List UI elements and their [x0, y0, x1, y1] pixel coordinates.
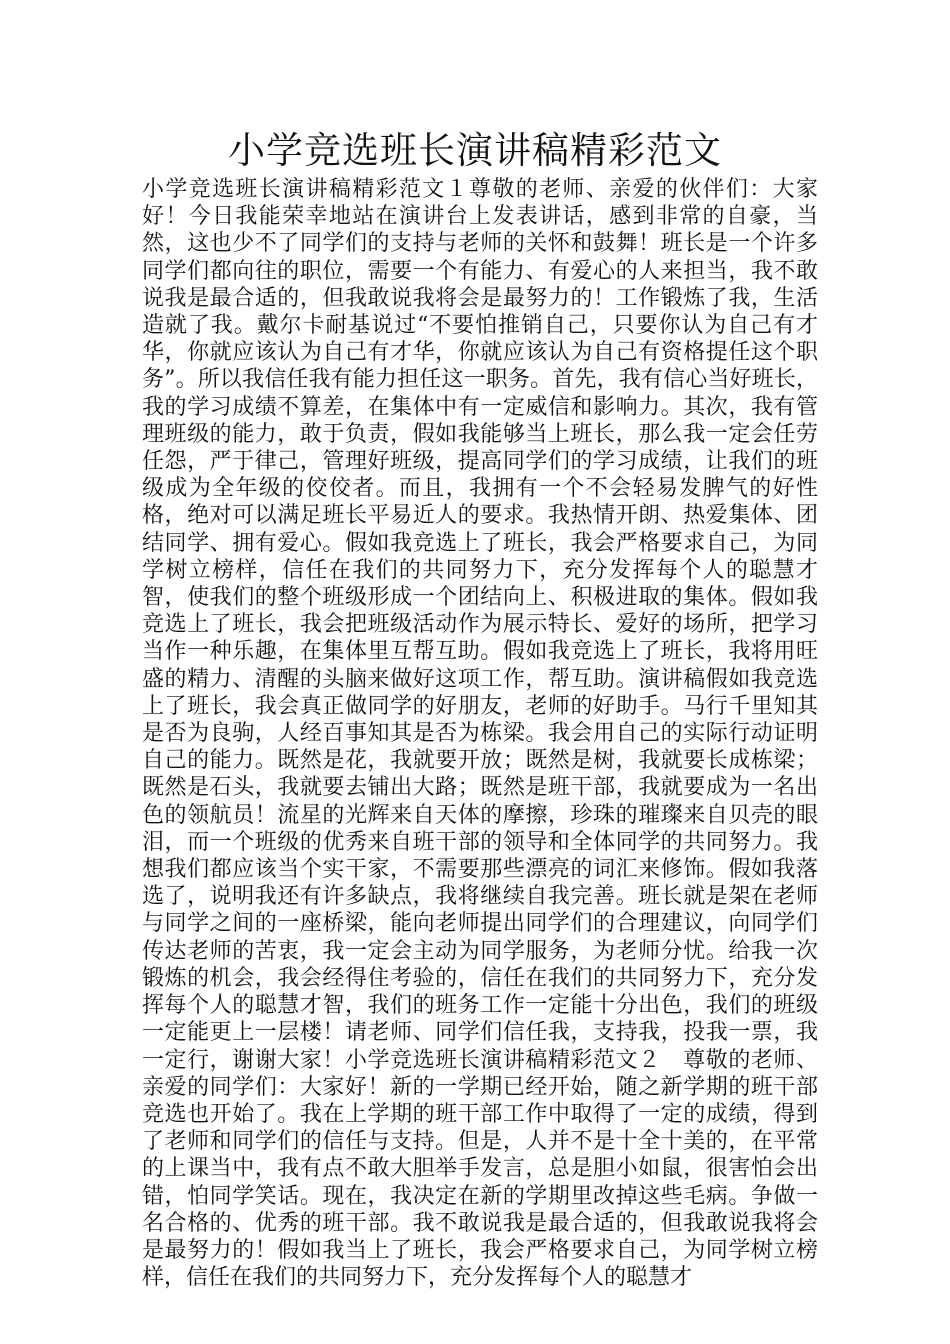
document-title: 小学竞选班长演讲稿精彩范文	[228, 129, 722, 172]
document-body-text: 小学竞选班长演讲稿精彩范文１尊敬的老师、亲爱的伙伴们：大家好！今日我能荣幸地站在演讲台上发表讲话，感到非常的自豪，当然，这也少不了同学们的支持与老师的关怀和鼓舞！班长是一个许多同学们都向往的职位，需要一个有能力、有爱心的人来担当，我不敢说我是最合适的，但我敢说我将会是最努力的！工作锻炼了我，生活造就了我。戴尔卡耐基说过“不要怕推销自己，只要你认为自己有才华，你就应该认为自己有才华，你就应该认为自己有资格提任这个职务”。所以我信任我有能力担任这一职务。首先，我有信心当好班长，我的学习成绩不算差，在集体中有一定威信和影响力。其次，我有管理班级的能力，敢于负责，假如我能够当上班长，那么我一定会任劳任怨，严于律己，管理好班级，提高同学们的学习成绩，让我们的班级成为全年级的佼佼者。而且，我拥有一个不会轻易发脾气的好性格，绝对可以满足班长平易近人的要求。我热情开朗、热爱集体、团结同学、拥有爱心。假如我竞选上了班长，我会严格要求自己，为同学树立榜样，信任在我们的共同努力下，充分发挥每个人的聪慧才智，使我们的整个班级形成一个团结向上、积极进取的集体。假如我竞选上了班长，我会把班级活动作为展示特长、爱好的场所，把学习当作一种乐趣，在集体里互帮互助。假如我竞选上了班长，我将用旺盛的精力、清醒的头脑来做好这项工作，帮互助。演讲稿假如我竞选上了班长，我会真正做同学的好朋友，老师的好助手。马行千里知其是否为良驹，人经百事知其是否为栋梁。我会用自己的实际行动证明自己的能力。既然是花，我就要开放；既然是树，我就要长成栋梁；既然是石头，我就要去铺出大路；既然是班干部，我就要成为一名出色的领航员！流星的光辉来自天体的摩擦，珍珠的璀璨来自贝壳的眼泪，而一个班级的优秀来自班干部的领导和全体同学的共同努力。我想我们都应该当个实干家，不需要那些漂亮的词汇来修饰。假如我落选了，说明我还有许多缺点，我将继续自我完善。班长就是架在老师与同学之间的一座桥梁，能向老师提出同学们的合理建议，向同学们传达老师的苦衷，我一定会主动为同学服务，为老师分忧。给我一次锻炼的机会，我会经得住考验的，信任在我们的共同努力下，充分发挥每个人的聪慧才智，我们的班务工作一定能十分出色，我们的班级一定能更上一层楼！请老师、同学们信任我，支持我，投我一票，我一定行，谢谢大家！小学竞选班长演讲稿精彩范文２ 尊敬的老师、亲爱的同学们：大家好！新的一学期已经开始，随之新学期的班干部竞选也开始了。我在上学期的班干部工作中取得了一定的成绩，得到了老师和同学们的信任与支持。但是，人并不是十全十美的，在平常的上课当中，我有点不敢大胆举手发言，总是胆小如鼠，很害怕会出错，怕同学笑话。现在，我决定在新的学期里改掉这些毛病。争做一名合格的、优秀的班干部。我不敢说我是最合适的，但我敢说我将会是最努力的！假如我当上了班长，我会严格要求自己，为同学树立榜样，信任在我们的共同努力下，充分发挥每个人的聪慧才	[142, 177, 818, 1291]
